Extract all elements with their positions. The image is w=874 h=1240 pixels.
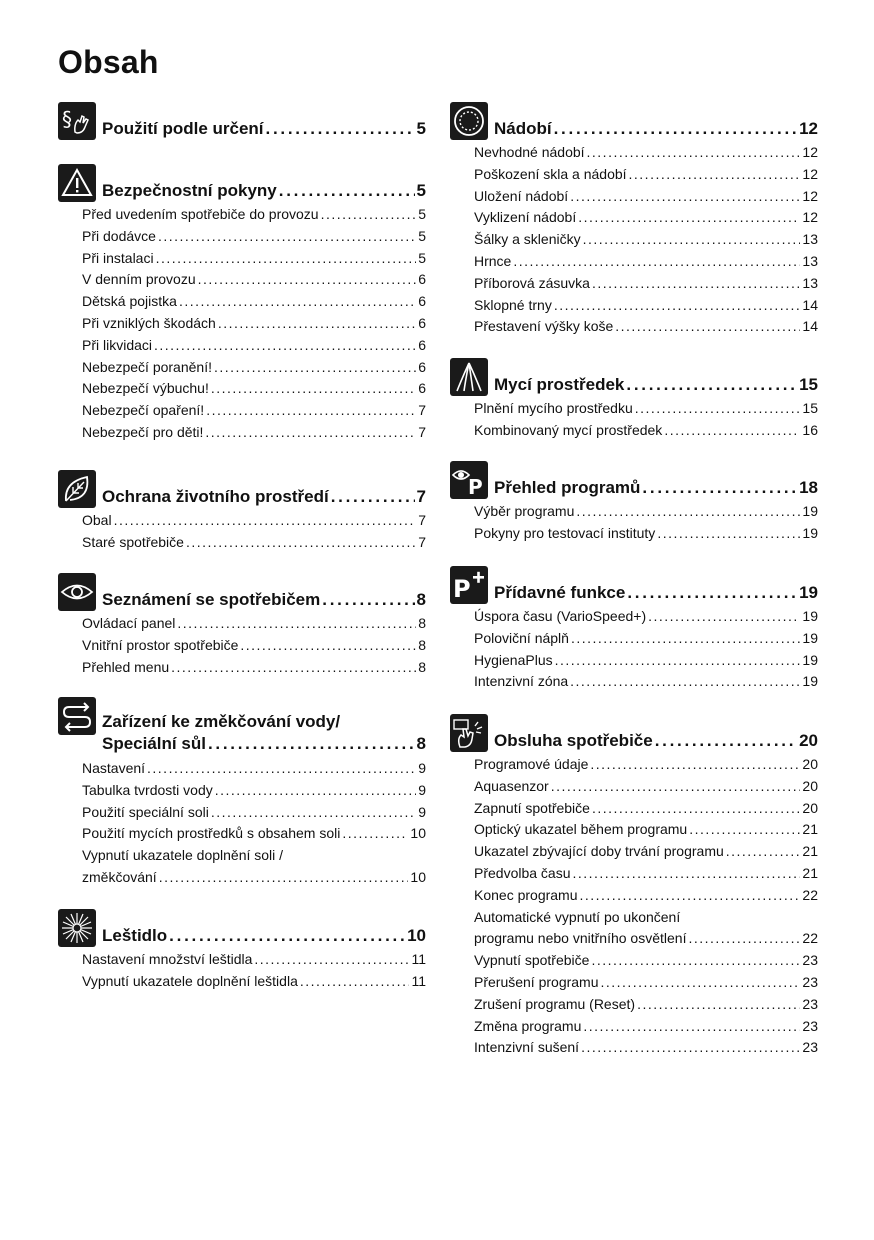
toc-section-additional-functions — [450, 566, 818, 714]
toc-entry-page: 12 — [802, 209, 818, 226]
toc-heading[interactable] — [494, 477, 818, 499]
toc-entry-page: 6 — [418, 380, 426, 397]
toc-entry-page: 5 — [418, 206, 426, 222]
dot-leader — [154, 335, 416, 357]
toc-entry-page: 7 — [418, 423, 426, 440]
dot-leader — [240, 635, 416, 657]
toc-entry[interactable] — [82, 357, 426, 379]
toc-entry[interactable] — [82, 313, 426, 335]
toc-entry-title: Zrušení programu (Reset) — [474, 995, 636, 1012]
toc-entry[interactable] — [474, 1037, 818, 1059]
toc-entry-page: 9 — [418, 803, 426, 820]
toc-entry-page: 11 — [411, 951, 426, 967]
toc-entry[interactable] — [82, 248, 426, 270]
toc-entry-title: Vnitřní prostor spotřebiče — [82, 636, 239, 653]
toc-entry-title: Aquasenzor — [474, 777, 549, 794]
toc-entry-title: Přehled menu — [82, 658, 170, 675]
dot-leader — [331, 486, 415, 508]
toc-entry-page: 19 — [802, 629, 818, 646]
toc-entry-page: 12 — [802, 144, 818, 160]
toc-entry-title: Změna programu — [474, 1017, 582, 1034]
toc-entry-page: 14 — [802, 296, 818, 313]
toc-entry[interactable] — [474, 628, 818, 650]
dot-leader — [214, 357, 416, 379]
dot-leader — [551, 776, 801, 798]
dot-leader — [664, 420, 800, 442]
toc-entry[interactable] — [474, 754, 818, 776]
toc-entry-page: 20 — [802, 799, 818, 816]
toc-entry-page: 6 — [418, 314, 426, 331]
toc-entry[interactable] — [82, 510, 426, 532]
dot-leader — [554, 118, 797, 140]
toc-entry-title: Sklopné trny — [474, 296, 552, 313]
toc-section-operation — [450, 714, 818, 1059]
toc-entry-title: Intenzivní zóna — [474, 673, 569, 690]
toc-entry[interactable] — [82, 635, 426, 657]
warning-triangle-icon — [58, 164, 96, 202]
dot-leader — [629, 164, 801, 186]
toc-entry-title: Programové údaje — [474, 756, 589, 772]
dot-leader — [570, 186, 800, 208]
toc-heading[interactable] — [102, 925, 426, 947]
toc-entry[interactable] — [474, 398, 818, 420]
toc-entry-title: Uložení nádobí — [474, 187, 569, 204]
toc-entry-page: 5 — [418, 227, 426, 244]
toc-heading[interactable] — [494, 374, 818, 396]
dot-leader — [590, 754, 800, 776]
dot-leader — [570, 671, 800, 693]
toc-heading[interactable] — [102, 180, 426, 202]
toc-heading-page: 5 — [416, 181, 426, 200]
toc-entry-page: 19 — [802, 608, 818, 624]
toc-entry-title: Použití mycích prostředků s obsahem soli — [82, 825, 341, 842]
dot-leader — [688, 928, 800, 950]
toc-heading[interactable] — [102, 118, 426, 140]
toc-entry[interactable] — [474, 776, 818, 798]
toc-heading[interactable] — [494, 118, 818, 140]
toc-entry[interactable] — [474, 671, 818, 693]
toc-entry-page: 19 — [802, 673, 818, 690]
toc-entry[interactable] — [474, 207, 818, 229]
toc-entry-title: Při instalaci — [82, 249, 154, 266]
toc-heading-title: Přehled programů — [494, 478, 641, 497]
usage-hand-icon — [58, 102, 96, 140]
dot-leader — [657, 523, 800, 545]
toc-entry-page: 13 — [802, 274, 818, 291]
dot-leader — [655, 730, 797, 752]
toc-section-program-overview — [450, 461, 818, 566]
toc-entry-page: 19 — [802, 503, 818, 519]
toc-entry[interactable] — [474, 186, 818, 208]
toc-entry-title: HygienaPlus — [474, 651, 553, 668]
toc-entry[interactable] — [474, 928, 818, 950]
toc-entry-page: 10 — [410, 825, 426, 842]
dot-leader — [587, 142, 801, 164]
svg-text:P: P — [453, 575, 471, 603]
dot-leader — [581, 1037, 800, 1059]
toc-heading[interactable] — [102, 589, 426, 611]
toc-entry-page: 20 — [802, 777, 818, 794]
toc-entry-page: 6 — [418, 271, 426, 288]
toc-entry[interactable] — [82, 780, 426, 802]
toc-entry-title: Poloviční náplň — [474, 629, 569, 646]
toc-entry[interactable] — [82, 204, 426, 226]
toc-section-intended-use — [58, 102, 426, 164]
toc-heading-page: 5 — [416, 119, 426, 138]
toc-entry-title: Nastavení — [82, 760, 146, 776]
toc-entry-title: Nebezpečí výbuchu! — [82, 380, 209, 397]
toc-entry-title: Příborová zásuvka — [474, 274, 590, 291]
dot-leader — [601, 972, 801, 994]
toc-entry-page: 21 — [802, 864, 818, 881]
toc-heading[interactable] — [494, 582, 818, 604]
toc-entry[interactable] — [474, 316, 818, 338]
dot-leader — [159, 867, 409, 889]
toc-entry[interactable] — [474, 229, 818, 251]
dot-leader — [648, 606, 800, 628]
toc-entry[interactable] — [474, 606, 818, 628]
additional-functions-icon — [450, 566, 488, 604]
toc-entry-page: 23 — [802, 995, 818, 1012]
toc-entry-page: 9 — [418, 781, 426, 798]
dot-leader — [626, 374, 797, 396]
toc-entry-page: 9 — [418, 760, 426, 776]
toc-entry-page: 21 — [802, 821, 818, 838]
dot-leader — [266, 118, 415, 140]
toc-entry-page: 22 — [802, 886, 818, 903]
toc-heading-title: Obsluha spotřebiče — [494, 731, 653, 750]
toc-heading-title-line1: Zařízení ke změkčování vody/ — [102, 712, 341, 731]
toc-entry-line1[interactable]: Vypnutí ukazatele doplnění soli / — [82, 847, 284, 864]
dot-leader — [179, 291, 416, 313]
toc-heading-title: Bezpečnostní pokyny — [102, 181, 277, 200]
toc-entry[interactable] — [474, 501, 818, 523]
dot-leader — [218, 313, 416, 335]
toc-entry[interactable] — [474, 798, 818, 820]
toc-entry[interactable] — [82, 971, 426, 993]
toc-heading[interactable] — [102, 486, 426, 508]
toc-entry-title: programu nebo vnitřního osvětlení — [474, 930, 687, 947]
toc-heading[interactable] — [102, 711, 426, 755]
toc-heading[interactable] — [494, 730, 818, 752]
dot-leader — [215, 780, 416, 802]
toc-entry[interactable] — [474, 295, 818, 317]
toc-entry[interactable] — [82, 378, 426, 400]
toc-entry-page: 8 — [418, 615, 426, 631]
toc-entry[interactable] — [82, 802, 426, 824]
toc-entry-page: 7 — [418, 533, 426, 550]
toc-entry-title: Optický ukazatel během programu — [474, 821, 688, 838]
toc-entry-title: Výběr programu — [474, 503, 575, 519]
toc-entry[interactable] — [82, 657, 426, 679]
toc-entry-page: 13 — [802, 231, 818, 248]
dot-leader — [576, 501, 800, 523]
toc-entry[interactable] — [474, 1016, 818, 1038]
dot-leader — [322, 589, 414, 611]
dot-leader — [177, 613, 416, 635]
toc-entry[interactable] — [474, 420, 818, 442]
operation-hand-icon — [450, 714, 488, 752]
toc-entry[interactable] — [82, 613, 426, 635]
toc-entry[interactable] — [82, 823, 426, 845]
toc-entry-title: Konec programu — [474, 886, 578, 903]
toc-entry[interactable] — [82, 949, 426, 971]
toc-heading-title: Mycí prostředek — [494, 375, 625, 394]
dot-leader — [206, 400, 416, 422]
toc-entry[interactable] — [474, 523, 818, 545]
toc-entry-page: 6 — [418, 293, 426, 310]
dot-leader — [580, 885, 801, 907]
toc-entry-title: Úspora času (VarioSpeed+) — [474, 608, 647, 624]
dot-leader — [642, 477, 797, 499]
toc-entry-title: Poškození skla a nádobí — [474, 165, 627, 182]
toc-entry[interactable] — [82, 226, 426, 248]
toc-entry-page: 20 — [802, 756, 818, 772]
toc-entry[interactable] — [474, 863, 818, 885]
toc-entry-page: 23 — [802, 952, 818, 969]
toc-heading-page: 8 — [416, 590, 426, 609]
toc-entry-page: 19 — [802, 651, 818, 668]
toc-entry[interactable] — [82, 422, 426, 444]
toc-entry[interactable] — [474, 164, 818, 186]
toc-heading-page: 8 — [416, 734, 426, 753]
toc-entry-line1[interactable]: Automatické vypnutí po ukončení — [474, 908, 681, 925]
toc-entry-title: Vyklizení nádobí — [474, 209, 577, 226]
toc-entry-title: Tabulka tvrdosti vody — [82, 781, 213, 798]
toc-entry-page: 23 — [802, 1017, 818, 1034]
toc-entry-page: 12 — [802, 165, 818, 182]
dot-leader — [615, 316, 800, 338]
toc-entry-title: Hrnce — [474, 252, 512, 269]
toc-entry-title: Při vzniklých škodách — [82, 314, 216, 331]
toc-heading-page: 7 — [416, 487, 426, 506]
dot-leader — [592, 798, 800, 820]
toc-entry-title: Přestavení výšky koše — [474, 318, 614, 335]
dot-leader — [169, 925, 405, 947]
toc-entry[interactable] — [82, 532, 426, 554]
toc-entry-page: 8 — [418, 658, 426, 675]
toc-entry-page: 10 — [410, 868, 426, 885]
dot-leader — [571, 628, 800, 650]
svg-text:P: P — [468, 475, 483, 499]
toc-entry-title: Intenzivní sušení — [474, 1039, 580, 1056]
dot-leader — [208, 733, 415, 755]
toc-entry[interactable] — [474, 819, 818, 841]
toc-entry-title: Staré spotřebiče — [82, 533, 184, 550]
toc-entry[interactable] — [82, 291, 426, 313]
toc-entry-title: Při likvidaci — [82, 336, 153, 353]
toc-entry-title: Plnění mycího prostředku — [474, 400, 633, 416]
dot-leader — [591, 950, 800, 972]
toc-entry-title: Dětská pojistka — [82, 293, 177, 310]
toc-entry-page: 8 — [418, 636, 426, 653]
svg-text:§: § — [62, 107, 72, 131]
dot-leader — [592, 273, 800, 295]
dot-leader — [513, 251, 800, 273]
toc-entry[interactable] — [474, 950, 818, 972]
toc-entry-page: 7 — [418, 402, 426, 419]
toc-section-rinse-aid — [58, 909, 426, 993]
toc-entry-title: Nebezpečí opaření! — [82, 402, 205, 419]
dot-leader — [198, 269, 417, 291]
toc-heading-page: 15 — [799, 375, 818, 394]
dot-leader — [254, 949, 409, 971]
dot-leader — [211, 802, 416, 824]
toc-section-dishes — [450, 102, 818, 358]
toc-entry-title: Šálky a skleničky — [474, 231, 581, 248]
toc-heading-title: Leštidlo — [102, 926, 168, 945]
toc-entry[interactable] — [474, 972, 818, 994]
toc-entry-page: 15 — [802, 400, 818, 416]
dot-leader — [635, 398, 801, 420]
page-title: Obsah — [58, 44, 159, 80]
toc-entry-page: 6 — [418, 358, 426, 375]
toc-section-getting-to-know — [58, 573, 426, 697]
toc-entry[interactable] — [474, 650, 818, 672]
toc-entry-page: 7 — [418, 512, 426, 528]
toc-section-detergent — [450, 358, 818, 461]
toc-entry-title: Předvolba času — [474, 864, 571, 881]
eye-icon — [58, 573, 96, 611]
toc-entry-title: Pokyny pro testovací instituty — [474, 524, 656, 541]
toc-heading-title: Ochrana životního prostředí — [102, 487, 329, 506]
toc-entry-page: 19 — [802, 524, 818, 541]
toc-entry[interactable] — [82, 867, 426, 889]
toc-section-safety — [58, 164, 426, 470]
toc-entry-page: 11 — [411, 972, 426, 989]
toc-entry[interactable] — [474, 994, 818, 1016]
toc-entry-title: Vypnutí spotřebiče — [474, 952, 590, 969]
toc-entry-title: Ovládací panel — [82, 615, 176, 631]
toc-entry-title: Přerušení programu — [474, 973, 599, 990]
dot-leader — [627, 582, 797, 604]
toc-section-water-softener — [58, 697, 426, 909]
toc-entry-page: 22 — [802, 930, 818, 947]
toc-entry-page: 21 — [802, 843, 818, 860]
toc-entry-page: 12 — [802, 187, 818, 204]
toc-heading-title: Speciální sůl — [102, 734, 206, 753]
toc-entry-title: Nevhodné nádobí — [474, 144, 585, 160]
toc-entry-title: Obal — [82, 512, 112, 528]
toc-entry-title: Nebezpečí poranění! — [82, 358, 212, 375]
dot-leader — [554, 295, 801, 317]
toc-entry[interactable] — [474, 251, 818, 273]
toc-heading-title: Přídavné funkce — [494, 583, 626, 602]
dot-leader — [171, 657, 416, 679]
toc-entry-title: Kombinovaný mycí prostředek — [474, 421, 663, 438]
toc-heading-page: 18 — [799, 478, 818, 497]
dot-leader — [186, 532, 416, 554]
rinse-aid-sparkle-icon — [58, 909, 96, 947]
toc-entry-title: Vypnutí ukazatele doplnění leštidla — [82, 972, 298, 989]
toc-entry[interactable] — [474, 273, 818, 295]
toc-entry-page: 23 — [802, 1039, 818, 1056]
toc-heading-title: Seznámení se spotřebičem — [102, 590, 321, 609]
toc-entry[interactable] — [474, 841, 818, 863]
toc-heading-title: Nádobí — [494, 119, 552, 138]
dot-leader — [637, 994, 800, 1016]
toc-entry-title: Nastavení množství leštidla — [82, 951, 253, 967]
toc-heading-page: 10 — [407, 926, 426, 945]
toc-entry[interactable] — [82, 400, 426, 422]
toc-heading-title: Použití podle určení — [102, 119, 264, 138]
detergent-icon — [450, 358, 488, 396]
dot-leader — [211, 378, 416, 400]
dot-leader — [114, 510, 417, 532]
dot-leader — [147, 758, 416, 780]
toc-entry[interactable] — [82, 335, 426, 357]
toc-entry-page: 16 — [802, 421, 818, 438]
toc-left-column — [58, 102, 426, 993]
dot-leader — [689, 819, 800, 841]
toc-entry-title: Zapnutí spotřebiče — [474, 799, 590, 816]
dot-leader — [156, 248, 417, 270]
toc-entry[interactable] — [474, 885, 818, 907]
dot-leader — [583, 229, 801, 251]
dot-leader — [279, 180, 415, 202]
toc-section-environment — [58, 470, 426, 573]
toc-entry-title: Ukazatel zbývající doby trvání programu — [474, 843, 724, 860]
toc-entry[interactable] — [82, 758, 426, 780]
water-softener-icon — [58, 697, 96, 735]
dot-leader — [158, 226, 416, 248]
dot-leader — [573, 863, 801, 885]
toc-entry-page: 14 — [802, 318, 818, 335]
toc-entry-page: 13 — [802, 252, 818, 269]
leaf-icon — [58, 470, 96, 508]
toc-entry-page: 23 — [802, 973, 818, 990]
toc-entry-page: 5 — [418, 249, 426, 266]
dot-leader — [583, 1016, 800, 1038]
dot-leader — [342, 823, 408, 845]
toc-heading-page: 12 — [799, 119, 818, 138]
toc-entry-title: Před uvedením spotřebiče do provozu — [82, 206, 319, 222]
dot-leader — [205, 422, 416, 444]
toc-entry-page: 6 — [418, 336, 426, 353]
toc-entry[interactable] — [82, 269, 426, 291]
dot-leader — [726, 841, 801, 863]
dot-leader — [555, 650, 801, 672]
dot-leader — [300, 971, 410, 993]
dot-leader — [321, 204, 417, 226]
toc-heading-page: 19 — [799, 583, 818, 602]
toc-entry-title: Nebezpečí pro děti! — [82, 423, 204, 440]
toc-entry[interactable] — [474, 142, 818, 164]
program-overview-icon — [450, 461, 488, 499]
toc-heading-page: 20 — [799, 731, 818, 750]
toc-right-column — [450, 102, 818, 1059]
toc-entry-title: Použití speciální soli — [82, 803, 209, 820]
dot-leader — [578, 207, 800, 229]
toc-entry-title: V denním provozu — [82, 271, 196, 288]
toc-entry-title: Při dodávce — [82, 227, 156, 244]
toc-entry-title: změkčování — [82, 868, 157, 885]
plate-icon — [450, 102, 488, 140]
